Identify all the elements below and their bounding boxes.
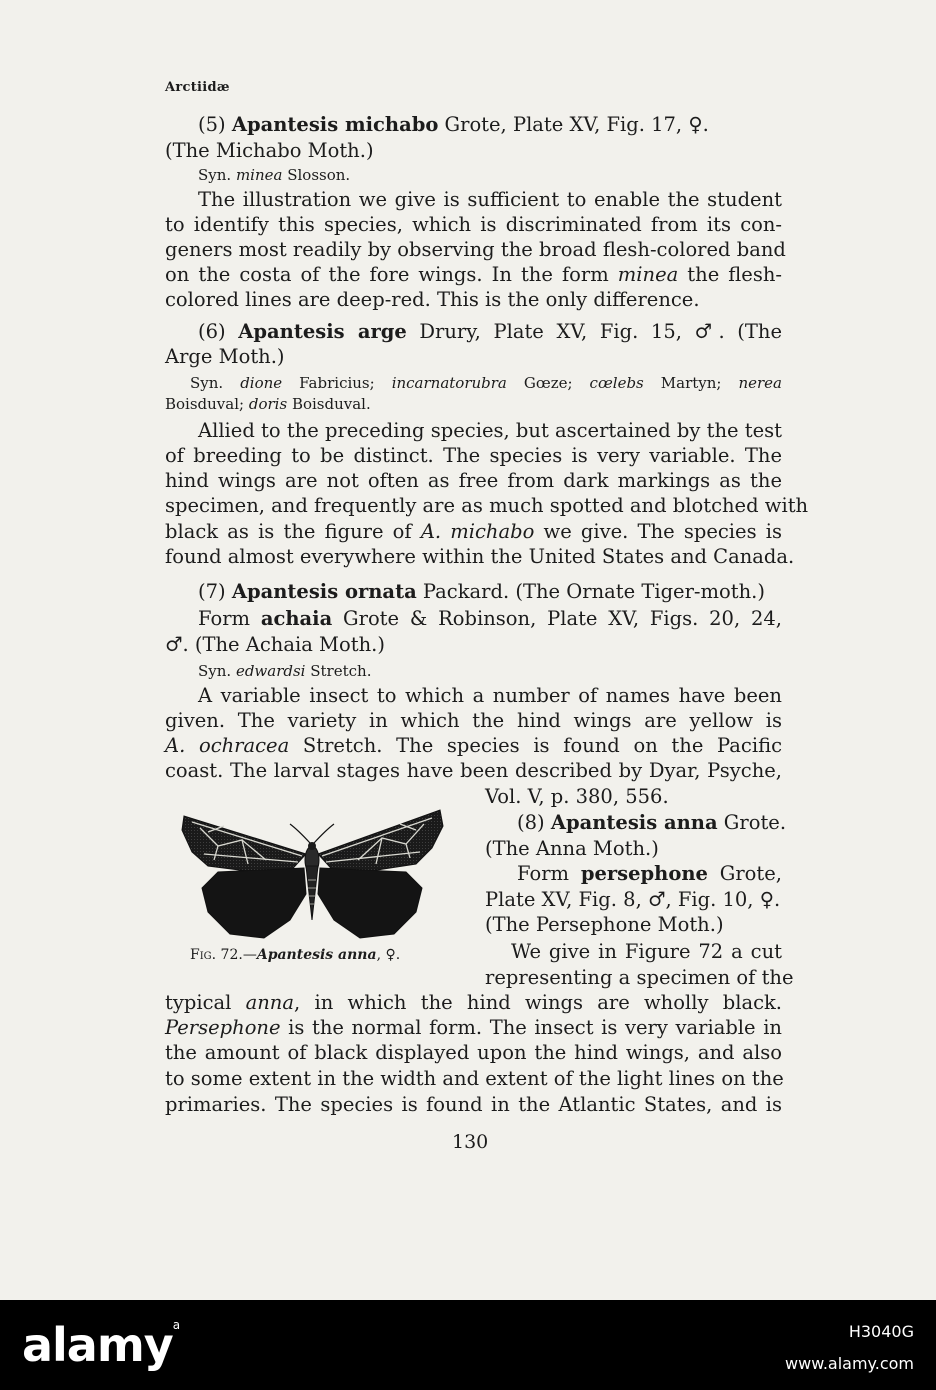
- running-head: Arctiidæ: [165, 80, 230, 95]
- species5-body-line: geners most readily by observing the broad flesh-colored band: [165, 238, 786, 261]
- species5-common-name: (The Michabo Moth.): [165, 139, 374, 162]
- species5-body-line: to identify this species, which is discriminated from its con-: [165, 213, 782, 236]
- species8-heading: (8) Apantesis anna Grote.: [517, 811, 787, 834]
- species6-synonyms-line1: Syn. dione Fabricius; incarnatorubra Gœze; cœlebs Martyn; nerea: [190, 374, 782, 392]
- species7-form-line2: ♂. (The Achaia Moth.): [165, 633, 385, 656]
- species8-body-line: typical anna, in which the hind wings are wholly black.: [165, 991, 783, 1014]
- species8-form-common: (The Persephone Moth.): [485, 913, 724, 936]
- species8-text-line: We give in Figure 72 a cut: [511, 940, 782, 963]
- figure-caption: Fig. 72.—Apantesis anna, ♀.: [190, 947, 401, 963]
- species8-body-line: primaries. The species is found in the Atlantic States, and is: [165, 1093, 782, 1116]
- species6-heading: (6) Apantesis arge Drury, Plate XV, Fig. 15, ♂. (The: [198, 320, 782, 343]
- species7-heading: (7) Apantesis ornata Packard. (The Ornate Tiger-moth.): [198, 580, 765, 603]
- species8-body-line: to some extent in the width and extent of the light lines on the: [165, 1067, 784, 1090]
- species6-common-name: Arge Moth.): [165, 345, 285, 368]
- species7-synonym: Syn. edwardsi Stretch.: [198, 662, 372, 680]
- species8-name: Apantesis anna: [550, 811, 718, 834]
- species6-body-line: of breeding to be distinct. The species is very variable. The: [165, 444, 782, 467]
- moth-illustration: [178, 802, 446, 940]
- species6-synonyms-line2: Boisduval; doris Boisduval.: [165, 395, 371, 413]
- species8-text-line: representing a specimen of the: [485, 966, 794, 989]
- image-id: H3040G: [848, 1322, 914, 1341]
- species8-form: Form persephone Grote,: [517, 862, 782, 885]
- species5-body-line: The illustration we give is sufficient to enable the student: [198, 188, 782, 211]
- species7-body-line: A variable insect to which a number of names have been: [198, 684, 782, 707]
- species8-common-name: (The Anna Moth.): [485, 837, 659, 860]
- species6-body-line: Allied to the preceding species, but ascertained by the test: [198, 419, 782, 442]
- alamy-logo: alamy$^a$: [22, 1318, 180, 1372]
- species6-name: Apantesis arge: [238, 320, 407, 343]
- species7-body-line: A. ochracea Stretch. The species is found on the Pacific: [165, 734, 782, 757]
- species6-body-line: black as is the figure of A. michabo we give. The species is: [165, 520, 782, 543]
- species5-heading: (5) Apantesis michabo Grote, Plate XV, Fig. 17, ♀.: [198, 113, 709, 136]
- species8-plate: Plate XV, Fig. 8, ♂, Fig. 10, ♀.: [485, 888, 781, 911]
- species7-form: Form achaia Grote & Robinson, Plate XV, Figs. 20, 24,: [198, 607, 782, 630]
- species7-body-line: Vol. V, p. 380, 556.: [485, 785, 669, 808]
- species6-body-line: hind wings are not often as free from dark markings as the: [165, 469, 782, 492]
- watermark-footer: [0, 1300, 936, 1390]
- species5-body-line: on the costa of the fore wings. In the form minea the flesh-: [165, 263, 782, 286]
- page-number: 130: [452, 1131, 489, 1153]
- species6-body-line: found almost everywhere within the United States and Canada.: [165, 545, 795, 568]
- species5-body-line: colored lines are deep-red. This is the only difference.: [165, 288, 700, 311]
- species7-name: Apantesis ornata: [231, 580, 417, 603]
- species5-synonym: Syn. minea Slosson.: [198, 166, 351, 184]
- species5-name: Apantesis michabo: [231, 113, 439, 136]
- species7-body-line: given. The variety in which the hind wings are yellow is: [165, 709, 782, 732]
- species7-body-line: coast. The larval stages have been described by Dyar, Psyche,: [165, 759, 782, 782]
- species8-body-line: the amount of black displayed upon the hind wings, and also: [165, 1041, 782, 1064]
- footer-url: www.alamy.com: [785, 1354, 914, 1373]
- species8-body-line: Persephone is the normal form. The insect is very variable in: [165, 1016, 782, 1039]
- species6-body-line: specimen, and frequently are as much spotted and blotched with: [165, 494, 809, 517]
